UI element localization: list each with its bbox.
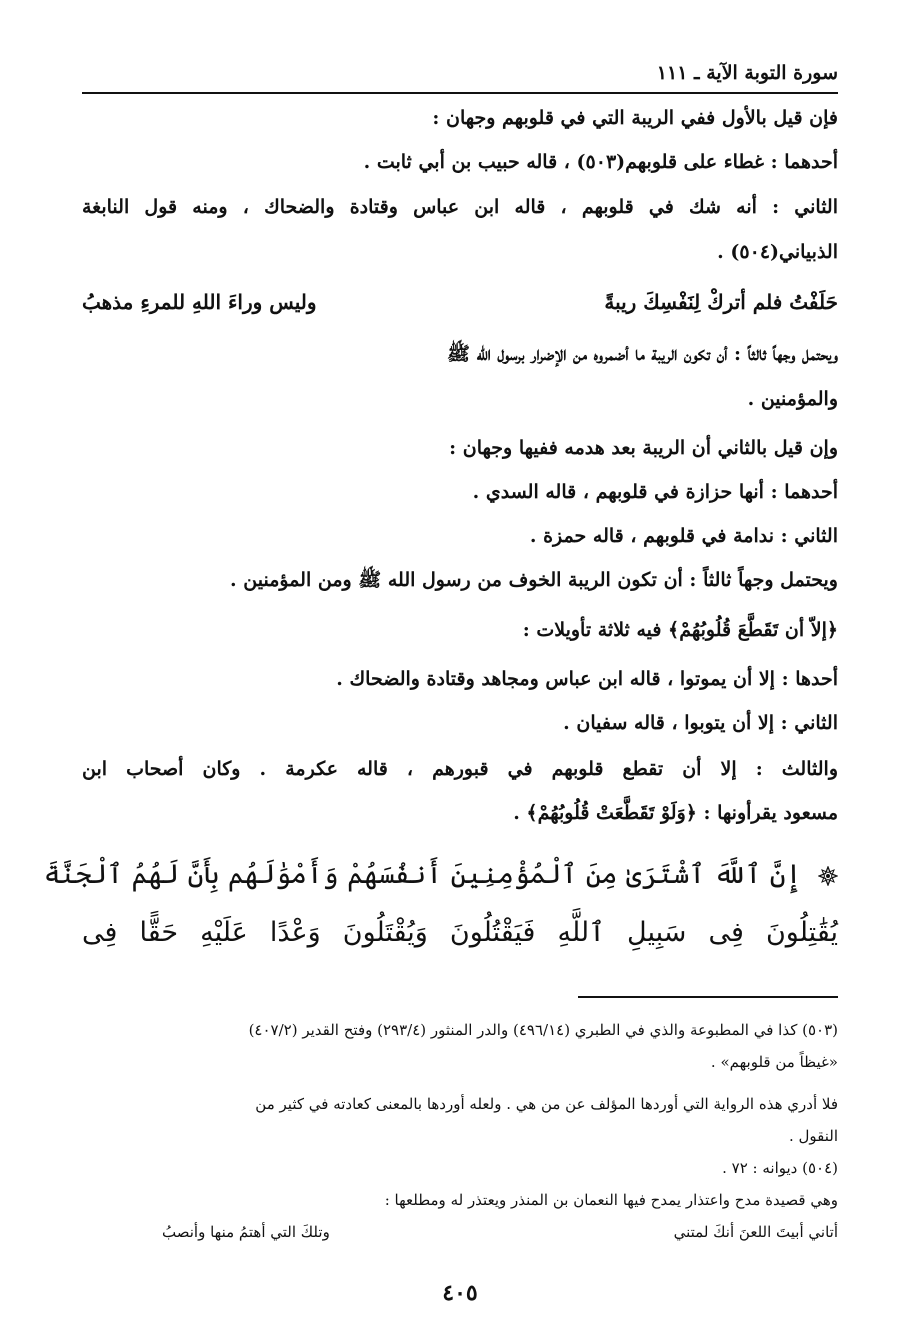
footnote-line: وهي قصيدة مدح واعتذار يمدح فيها النعمان بن المنذر ويعتذر له ومطلعها : bbox=[384, 1191, 838, 1209]
body-line: وإن قيل بالثاني أن الريبة بعد هدمه ففيها وجهان : bbox=[449, 437, 838, 459]
body-line: ويحتمل وجهاً ثالثاً : أن تكون الريبة ما أضمروه من الإضرار برسول الله ﷺ bbox=[447, 343, 838, 365]
footnote-hemistich-left: وتلكَ التي أهتمُ منها وأنصبُ bbox=[162, 1223, 330, 1241]
body-line: أحدهما : أنها حزازة في قلوبهم ، قاله السدي . bbox=[472, 481, 838, 503]
body-line: أحدهما : غطاء على قلوبهم(٥٠٣) ، قاله حبيب بن أبي ثابت . bbox=[363, 151, 838, 173]
quran-text: إِنَّ ٱللَّهَ ٱشْتَرَىٰ مِنَ ٱلْمُؤْمِنِينَ أَنفُسَهُمْ وَأَمْوَٰلَهُم بِأَنَّ لَهُمُ ٱلْجَنَّةَ bbox=[43, 859, 802, 890]
verse-hemistich-right: حَلَفْتُ فلم أتركْ لِنَفْسِكَ ريبةً bbox=[604, 290, 838, 314]
body-line: والثالث : إلا أن تقطع قلوبهم في قبورهم ، قاله عكرمة . وكان أصحاب ابن bbox=[82, 758, 838, 780]
body-line: ويحتمل وجهاً ثالثاً : أن تكون الريبة الخوف من رسول الله ﷺ ومن المؤمنين . bbox=[230, 569, 838, 591]
body-line: ﴿إلاّ أن تَقَطَّعَ قُلُوبُهُمْ﴾ فيه ثلاثة تأويلات : bbox=[522, 619, 838, 641]
quran-line bbox=[43, 850, 838, 900]
commentary-body bbox=[82, 104, 838, 824]
quran-verse-block bbox=[43, 850, 838, 970]
body-line: الثاني : ندامة في قلوبهم ، قاله حمزة . bbox=[529, 525, 838, 547]
poetry-verse bbox=[82, 287, 838, 317]
verse-hemistich-left: وليس وراءَ اللهِ للمرءِ مذهبُ bbox=[82, 290, 317, 314]
body-line: والمؤمنين . bbox=[747, 388, 838, 410]
footnote-hemistich-right: أتاني أبيتَ اللعنَ أنكَ لمتني bbox=[673, 1223, 838, 1241]
body-line: الثاني : إلا أن يتوبوا ، قاله سفيان . bbox=[563, 712, 838, 734]
footnote-verse bbox=[82, 1220, 838, 1244]
page-number: ٤٠٥ bbox=[442, 1280, 478, 1306]
running-head-title: سورة التوبة الآية ـ ١١١ bbox=[656, 62, 838, 84]
footnote-line: (٥٠٤) ديوانه : ٧٢ . bbox=[722, 1159, 838, 1177]
body-line: الذبياني(٥٠٤) . bbox=[717, 241, 838, 263]
body-line: مسعود يقرأونها : ﴿وَلَوْ تَقَطَّعَتْ قُلُوبُهُمْ﴾ . bbox=[513, 802, 838, 824]
footnote-line: «غيظاً من قلوبهم» . bbox=[710, 1053, 838, 1071]
footnote-line: (٥٠٣) كذا في المطبوعة والذي في الطبري (٤٩٦/١٤) والدر المنثور (٢٩٣/٤) وفتح القدير (٤٠٧/٢) bbox=[248, 1021, 838, 1039]
body-line: الثاني : أنه شك في قلوبهم ، قاله ابن عباس وقتادة والضحاك ، ومنه قول النابغة bbox=[82, 196, 838, 218]
verse-start-icon bbox=[818, 866, 838, 886]
header-divider bbox=[82, 92, 838, 94]
footnote-line: فلا أدري هذه الرواية التي أوردها المؤلف عن من هي . ولعله أوردها بالمعنى كعادته في كثير من bbox=[255, 1095, 838, 1113]
body-line: أحدها : إلا أن يموتوا ، قاله ابن عباس ومجاهد وقتادة والضحاك . bbox=[336, 668, 838, 690]
quran-line: يُقَٰتِلُونَ فِى سَبِيلِ ٱللَّهِ فَيَقْتُلُونَ وَيُقْتَلُونَ وَعْدًا عَلَيْهِ حَقًّا فِى bbox=[82, 917, 838, 948]
footnote-line: النقول . bbox=[788, 1127, 838, 1145]
body-line: فإن قيل بالأول ففي الريبة التي في قلوبهم وجهان : bbox=[432, 107, 838, 129]
footnote-divider bbox=[578, 996, 838, 998]
